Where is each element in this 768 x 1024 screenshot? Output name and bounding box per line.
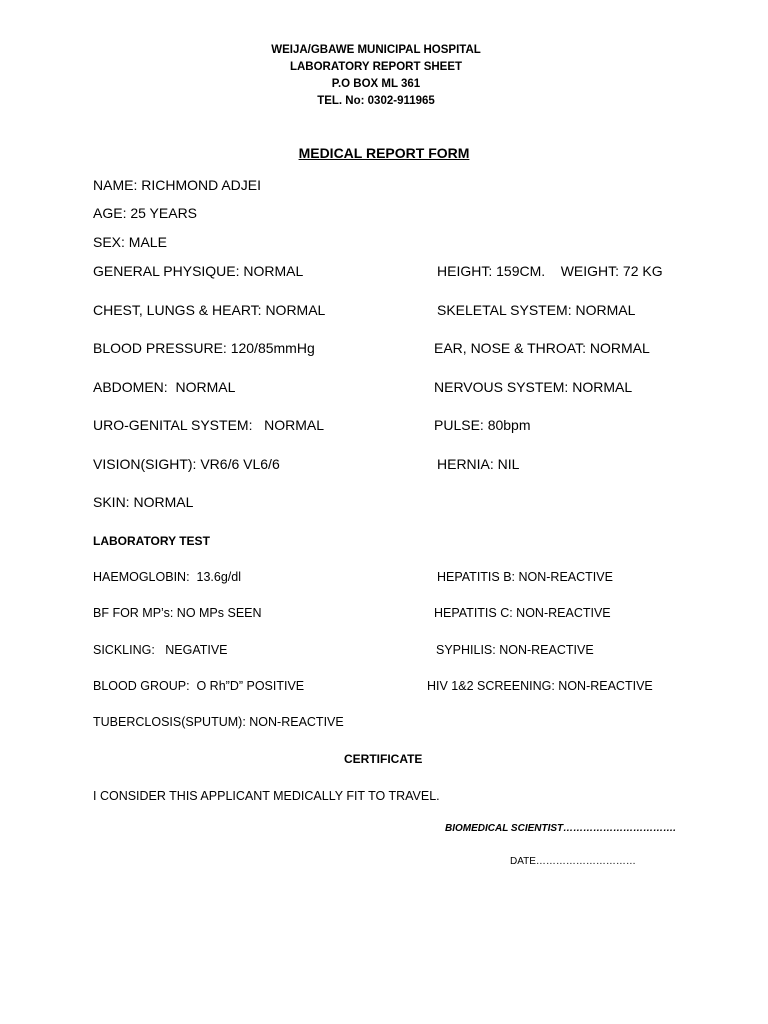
abdomen: ABDOMEN: NORMAL	[93, 379, 236, 395]
haemoglobin: HAEMOGLOBIN: 13.6g/dl	[93, 570, 241, 584]
hepatitis-c: HEPATITIS C: NON-REACTIVE	[434, 606, 611, 620]
patient-age: AGE: 25 YEARS	[93, 205, 198, 221]
hernia: HERNIA: NIL	[437, 456, 520, 472]
skin: SKIN: NORMAL	[93, 494, 194, 510]
date-line: DATE…………………………	[510, 856, 636, 867]
sickling: SICKLING: NEGATIVE	[93, 643, 228, 657]
ear-nose-throat: EAR, NOSE & THROAT: NORMAL	[434, 340, 650, 356]
syphilis: SYPHILIS: NON-REACTIVE	[436, 643, 594, 657]
fitness-statement: I CONSIDER THIS APPLICANT MEDICALLY FIT TO TRAVEL.	[93, 789, 440, 803]
hiv-screening: HIV 1&2 SCREENING: NON-REACTIVE	[427, 679, 653, 693]
pulse: PULSE: 80bpm	[434, 417, 531, 433]
telephone: TEL. No: 0302-911965	[317, 95, 435, 107]
patient-name: NAME: RICHMOND ADJEI	[93, 177, 262, 193]
hospital-name: WEIJA/GBAWE MUNICIPAL HOSPITAL	[271, 44, 481, 56]
skeletal-system: SKELETAL SYSTEM: NORMAL	[437, 302, 636, 318]
tuberculosis: TUBERCLOSIS(SPUTUM): NON-REACTIVE	[93, 715, 344, 729]
vision: VISION(SIGHT): VR6/6 VL6/6	[93, 456, 280, 472]
report-sheet-label: LABORATORY REPORT SHEET	[289, 61, 463, 73]
bf-for-mps: BF FOR MP’s: NO MPs SEEN	[93, 606, 262, 620]
blood-pressure: BLOOD PRESSURE: 120/85mmHg	[93, 340, 315, 356]
laboratory-test-heading: LABORATORY TEST	[93, 534, 210, 548]
chest-lungs-heart: CHEST, LUNGS & HEART: NORMAL	[93, 302, 326, 318]
certificate-heading: CERTIFICATE	[344, 752, 423, 766]
form-title: MEDICAL REPORT FORM	[298, 145, 470, 161]
blood-group: BLOOD GROUP: O Rh”D” POSITIVE	[93, 679, 305, 693]
biomedical-scientist-signature-line: BIOMEDICAL SCIENTIST…………………………….	[445, 823, 676, 834]
general-physique: GENERAL PHYSIQUE: NORMAL	[93, 263, 304, 279]
patient-sex: SEX: MALE	[93, 234, 167, 250]
uro-genital-system: URO-GENITAL SYSTEM: NORMAL	[93, 417, 325, 433]
height-weight: HEIGHT: 159CM. WEIGHT: 72 KG	[437, 263, 663, 279]
nervous-system: NERVOUS SYSTEM: NORMAL	[434, 379, 633, 395]
hepatitis-b: HEPATITIS B: NON-REACTIVE	[437, 570, 613, 584]
po-box: P.O BOX ML 361	[331, 78, 421, 90]
